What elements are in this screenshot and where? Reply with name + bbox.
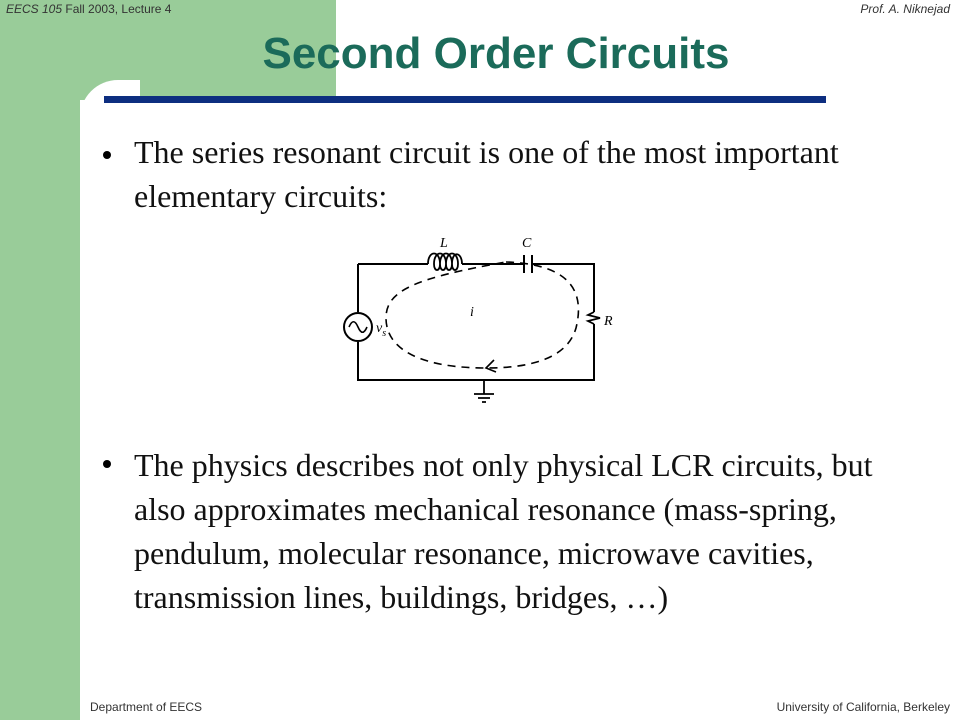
bullet-text-2: The physics describes not only physical LCR circuits, but also approximates mechanical resonance (mass-spring, pendulum, molecular resonance, microwave cavities, transmission lines, buildings, bridges, …): [134, 447, 873, 615]
resistor-symbol: [588, 312, 600, 324]
bullet-text-1: The series resonant circuit is one of the most important elementary circuits:: [134, 134, 839, 214]
series-rlc-circuit-diagram: [336, 228, 626, 408]
footer-department: Department of EECS: [90, 700, 203, 714]
ground-symbol: [474, 380, 494, 402]
slide-title: Second Order Circuits: [262, 29, 730, 78]
inductor-symbol: [428, 254, 462, 271]
resistor-label: R: [604, 314, 613, 329]
current-label: i: [470, 305, 474, 320]
circuit-wires: [358, 264, 594, 380]
bullet-dot: [103, 460, 111, 468]
current-arrow: [486, 360, 496, 372]
source-label: $v_s$: [376, 321, 387, 339]
current-loop-path: [386, 262, 578, 368]
footer-university: University of California, Berkeley: [776, 700, 950, 714]
bullet-dot: [103, 151, 111, 159]
author-header: Prof. A. Niknejad: [860, 2, 950, 16]
left-green-band: [0, 0, 80, 720]
capacitor-label: C: [522, 236, 532, 251]
title-rule: [104, 96, 826, 103]
inductor-label: L: [440, 236, 448, 251]
course-header: EECS 105 Fall 2003, Lecture 4: [6, 2, 172, 16]
